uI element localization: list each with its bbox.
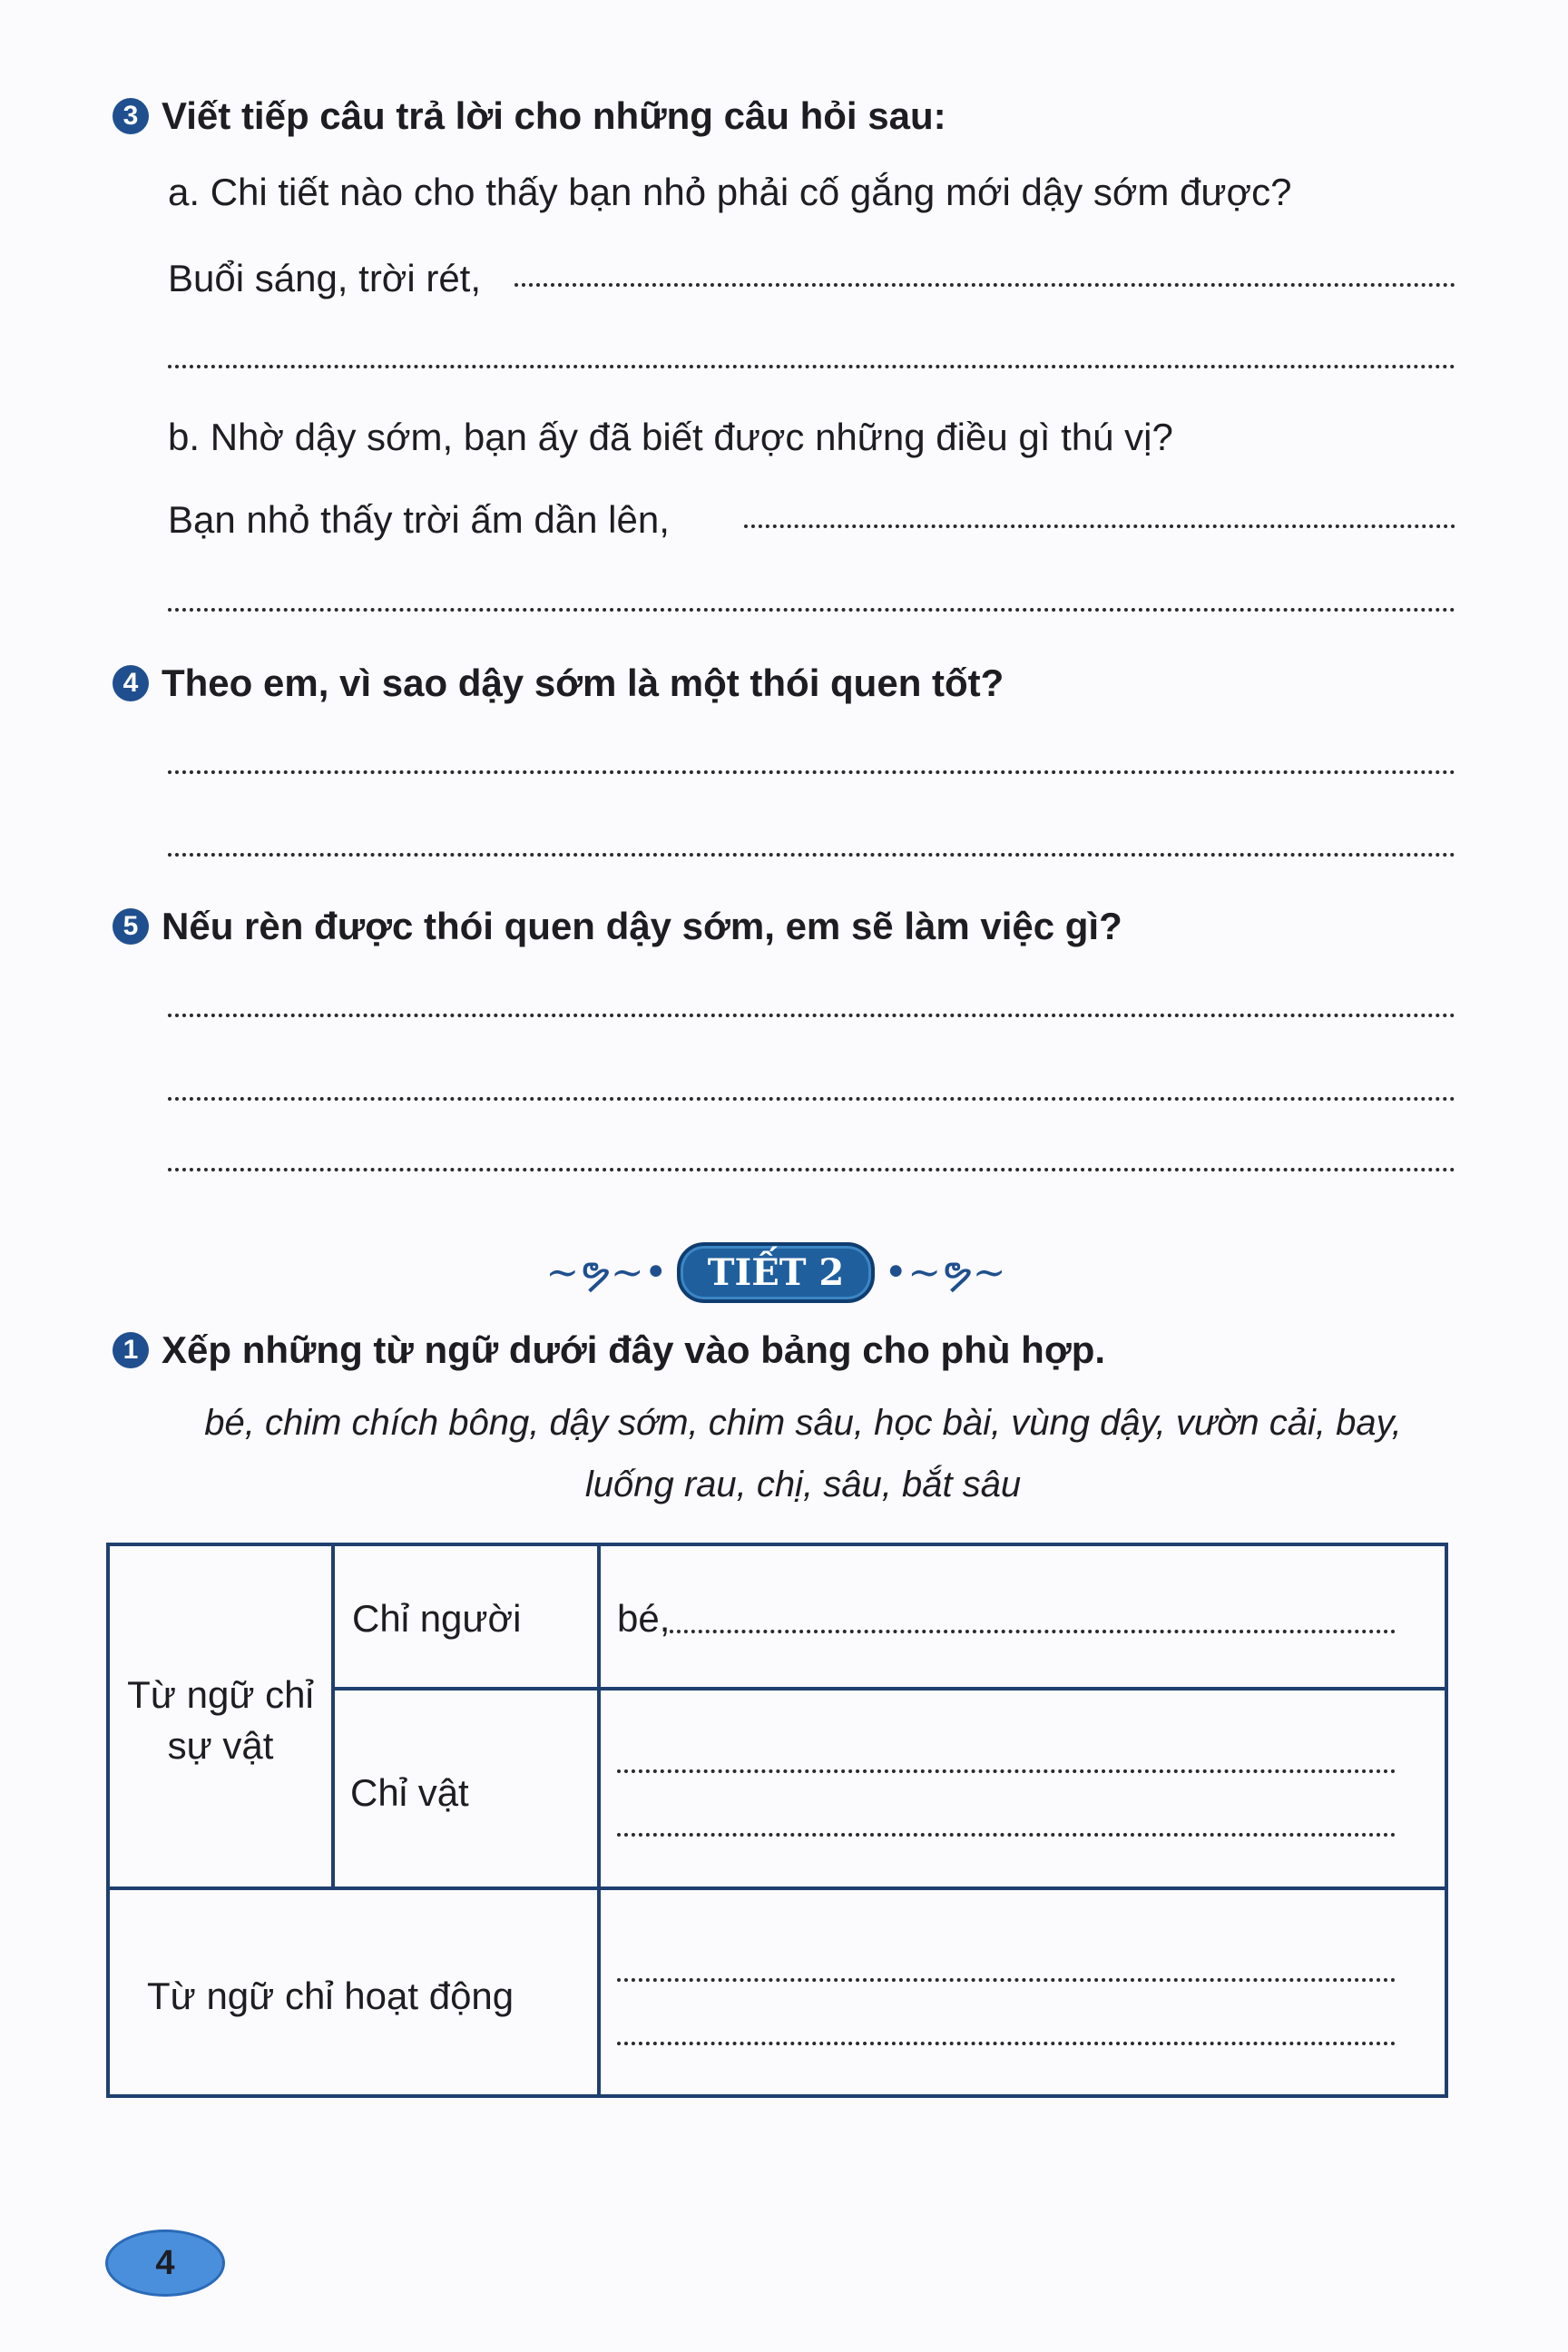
answer-line[interactable] — [617, 2042, 1396, 2045]
answer-line[interactable] — [168, 770, 1455, 774]
question-3-title: Viết tiếp câu trả lời cho những câu hỏi sau: — [162, 94, 946, 137]
table-row-label-things: Chỉ vật — [350, 1771, 469, 1814]
answer-line[interactable] — [168, 1014, 1455, 1017]
answer-line[interactable] — [168, 1097, 1455, 1101]
table-group-label: Từ ngữ chỉ sự vật — [127, 1673, 314, 1767]
question-5-title: Nếu rèn được thói quen dậy sớm, em sẽ làm việc gì? — [162, 905, 1122, 947]
answer-line[interactable] — [168, 608, 1455, 612]
table-row-label-activities: Từ ngữ chỉ hoạt động — [147, 1975, 514, 2017]
answer-line[interactable] — [168, 1168, 1455, 1171]
table-row-people-start: bé, — [617, 1597, 671, 1640]
page-number: 4 — [105, 2230, 225, 2297]
section-label: TIẾT 2 — [677, 1242, 876, 1303]
exercise-1-title: Xếp những từ ngữ dưới đây vào bảng cho phù hợp. — [162, 1328, 1106, 1371]
answer-line[interactable] — [670, 1630, 1396, 1633]
answer-line[interactable] — [744, 524, 1455, 528]
question-5-heading — [113, 905, 1122, 948]
ornament-right-icon: •~ຯ~ — [884, 1249, 1006, 1296]
ornament-left-icon: ~ຯ~• — [545, 1249, 668, 1296]
exercise-1-heading — [113, 1328, 1105, 1372]
answer-line[interactable] — [514, 283, 1455, 287]
answer-3b-prefix: Bạn nhỏ thấy trời ấm dần lên, — [168, 498, 670, 541]
answer-3a-prefix: Buổi sáng, trời rét, — [168, 257, 482, 299]
answer-line[interactable] — [617, 1833, 1396, 1837]
table-divider — [331, 1543, 335, 1890]
table-divider — [331, 1687, 1448, 1690]
question-number-badge: 1 — [113, 1332, 149, 1368]
question-3b-text: b. Nhờ dậy sớm, bạn ấy đã biết được những điều gì thú vị? — [168, 416, 1173, 458]
question-4-title: Theo em, vì sao dậy sớm là một thói quen tốt? — [162, 662, 1004, 704]
table-row-label-people: Chỉ người — [352, 1597, 522, 1640]
word-list-line-1: bé, chim chích bông, dậy sớm, chim sâu, học bài, vùng dậy, vườn cải, bay, — [204, 1403, 1402, 1443]
section-banner — [517, 1236, 1034, 1308]
table-divider — [597, 1543, 601, 2098]
question-3-heading — [113, 94, 946, 138]
table-divider — [106, 1886, 1448, 1890]
question-number-badge: 3 — [113, 98, 149, 134]
answer-line[interactable] — [168, 365, 1455, 368]
answer-line[interactable] — [617, 1978, 1396, 1982]
answer-line[interactable] — [168, 853, 1455, 857]
answer-line[interactable] — [617, 1769, 1396, 1773]
question-3a-text: a. Chi tiết nào cho thấy bạn nhỏ phải cố gắng mới dậy sớm được? — [168, 171, 1292, 213]
question-number-badge: 4 — [113, 665, 149, 701]
word-list — [163, 1392, 1443, 1515]
question-4-heading — [113, 662, 1004, 705]
word-list-line-2: luống rau, chị, sâu, bắt sâu — [584, 1465, 1022, 1504]
question-number-badge: 5 — [113, 908, 149, 945]
